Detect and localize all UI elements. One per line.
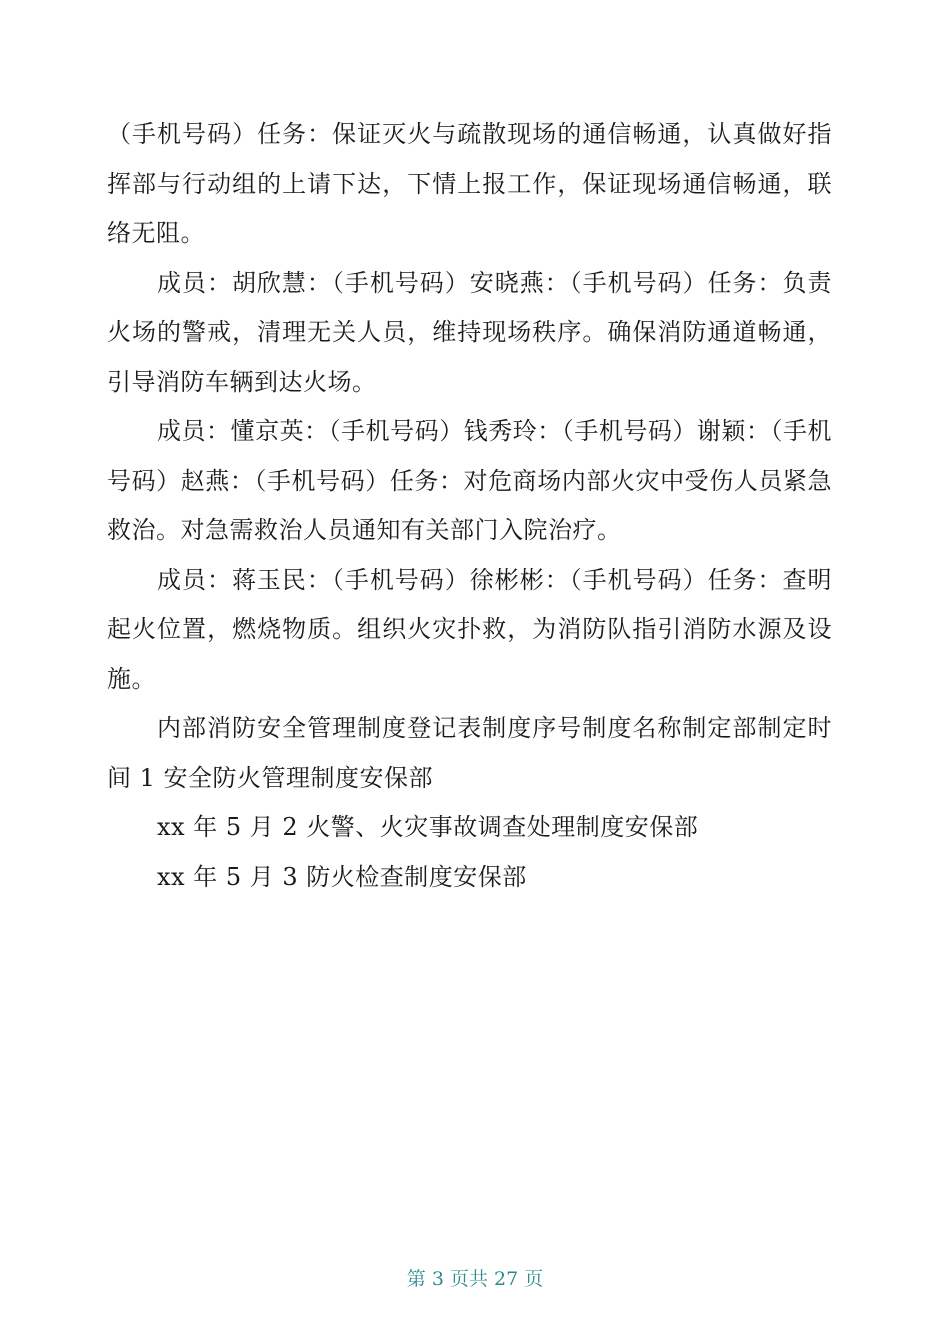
paragraph-4: 成员：蒋玉民：（手机号码）徐彬彬：（手机号码）任务：查明起火位置，燃烧物质。组织火灾扑救，为消防队指引消防水源及设施。 — [107, 565, 832, 693]
paragraph-7: xx 年 5 月 3 防火检查制度安保部 — [157, 862, 527, 891]
paragraph-6: xx 年 5 月 2 火警、火灾事故调查处理制度安保部 — [157, 813, 699, 841]
page-number-footer: 第 3 页共 27 页 — [406, 1268, 544, 1290]
paragraph-3: 成员：懂京英：（手机号码）钱秀玲：（手机号码）谢颖：（手机号码）赵燕：（手机号码）任务：对危商场内部火灾中受伤人员紧急救治。对急需救治人员通知有关部门入院治疗。 — [107, 417, 832, 544]
paragraph-5: 内部消防安全管理制度登记表制度序号制度名称制定部制定时间 1 安全防火管理制度安保部 — [107, 714, 832, 792]
paragraph-2: 成员：胡欣慧：（手机号码）安晓燕：（手机号码）任务：负责火场的警戒，清理无关人员，维持现场秩序。确保消防通道畅通，引导消防车辆到达火场。 — [107, 268, 832, 396]
paragraph-1: （手机号码）任务：保证灭火与疏散现场的通信畅通，认真做好指挥部与行动组的上请下达，下情上报工作，保证现场通信畅通，联络无阻。 — [107, 120, 832, 247]
document-body — [107, 110, 832, 902]
